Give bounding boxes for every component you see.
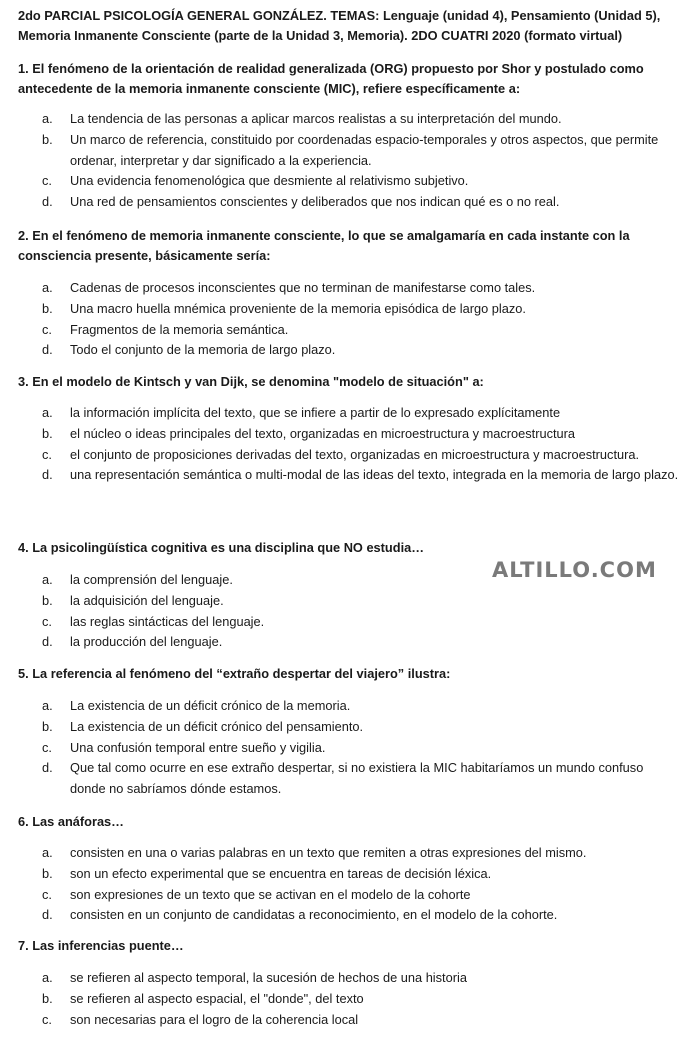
option-1c	[0, 171, 700, 192]
option-letter: b.	[42, 300, 53, 316]
option-text: la información implícita del texto, que se infiere a partir de lo expresado explícitamente	[70, 405, 561, 420]
option-7b	[0, 989, 700, 1010]
option-text: Que tal como ocurre en ese extraño despertar, si no existiera la MIC habitaríamos un mundo confuso donde no sabríamos dónde estamos.	[70, 760, 644, 797]
option-1b	[0, 130, 700, 172]
option-text: La existencia de un déficit crónico del pensamiento.	[70, 718, 364, 734]
option-letter: b.	[42, 131, 53, 147]
option-letter: d.	[42, 760, 53, 776]
option-text: se refieren al aspecto temporal, la sucesión de hechos de una historia	[70, 970, 467, 985]
question-1: 1. El fenómeno de la orientación de realidad generalizada (ORG) propuesto por Shor y postulado como antecedente de la memoria inmanente consciente (MIC), refiere específicamente a:	[18, 61, 644, 96]
option-2a	[0, 278, 700, 299]
option-6d	[0, 905, 700, 926]
option-letter: a.	[42, 572, 53, 587]
option-text: Cadenas de procesos inconscientes que no terminan de manifestarse como tales.	[70, 280, 536, 295]
option-letter: c.	[42, 321, 52, 337]
option-letter: d.	[42, 194, 53, 210]
option-3d	[0, 465, 700, 486]
option-6b	[0, 864, 700, 885]
option-text: Todo el conjunto de la memoria de largo plazo.	[70, 342, 336, 358]
question-2-options	[0, 278, 700, 361]
option-letter: a.	[42, 970, 53, 985]
option-letter: d.	[42, 907, 53, 923]
option-letter: c.	[42, 1011, 52, 1027]
question-5: 5. La referencia al fenómeno del “extraño despertar del viajero” ilustra:	[18, 666, 451, 681]
option-text: Un marco de referencia, constituido por coordenadas espacio-temporales y otros aspectos, que permite ordenar, interpretar y dar significado a la experiencia.	[70, 131, 659, 168]
option-letter: a.	[42, 698, 53, 713]
option-6c	[0, 885, 700, 906]
option-letter: b.	[42, 865, 53, 881]
option-letter: c.	[42, 446, 52, 462]
watermark: ALTILLO.COM	[492, 558, 657, 582]
option-letter: c.	[42, 613, 52, 629]
option-text: el núcleo o ideas principales del texto, organizadas en microestructura y macroestructura	[70, 425, 576, 441]
option-letter: a.	[42, 845, 53, 860]
option-text: son un efecto experimental que se encuentra en tareas de decisión léxica.	[70, 865, 492, 881]
option-letter: d.	[42, 342, 53, 358]
option-text: son expresiones de un texto que se activan en el modelo de la cohorte	[70, 886, 471, 902]
question-1-options	[0, 109, 700, 213]
option-text: La existencia de un déficit crónico de la memoria.	[70, 698, 351, 713]
option-text: la producción del lenguaje.	[70, 634, 223, 650]
option-text: las reglas sintácticas del lenguaje.	[70, 613, 265, 629]
question-5-options	[0, 696, 700, 800]
option-letter: a.	[42, 405, 53, 420]
option-3c	[0, 445, 700, 466]
question-4-options	[0, 570, 700, 653]
question-3: 3. En el modelo de Kintsch y van Dijk, se denomina "modelo de situación" a:	[18, 374, 484, 389]
option-2c	[0, 320, 700, 341]
option-5a	[0, 696, 700, 717]
option-text: Una confusión temporal entre sueño y vigilia.	[70, 739, 326, 755]
option-7c	[0, 1010, 700, 1031]
option-letter: b.	[42, 592, 53, 608]
question-7-options	[0, 968, 700, 1030]
option-letter: b.	[42, 425, 53, 441]
question-2: 2. En el fenómeno de memoria inmanente consciente, lo que se amalgamaría en cada instante con la consciencia presente, básicamente sería:	[18, 228, 630, 263]
option-letter: a.	[42, 111, 53, 126]
option-text: el conjunto de proposiciones derivadas del texto, organizadas en microestructura y macroestructura.	[70, 446, 640, 462]
option-letter: c.	[42, 173, 52, 189]
option-letter: b.	[42, 990, 53, 1006]
option-2d	[0, 340, 700, 361]
option-7a	[0, 968, 700, 989]
option-letter: a.	[42, 280, 53, 295]
question-3-options	[0, 403, 700, 486]
option-4b	[0, 591, 700, 612]
option-text: una representación semántica o multi-modal de las ideas del texto, integrada en la memoria de largo plazo.	[70, 467, 679, 483]
option-6a	[0, 843, 700, 864]
option-letter: c.	[42, 886, 52, 902]
option-text: se refieren al aspecto espacial, el "donde", del texto	[70, 990, 364, 1006]
option-1d	[0, 192, 700, 213]
question-4: 4. La psicolingüística cognitiva es una disciplina que NO estudia…	[18, 540, 425, 555]
option-text: Una macro huella mnémica proveniente de la memoria episódica de largo plazo.	[70, 300, 526, 316]
option-text: la adquisición del lenguaje.	[70, 592, 224, 608]
option-3b	[0, 424, 700, 445]
option-text: son necesarias para el logro de la coherencia local	[70, 1011, 359, 1027]
option-5b	[0, 717, 700, 738]
question-7: 7. Las inferencias puente…	[18, 938, 184, 953]
option-text: Una red de pensamientos conscientes y deliberados que nos indican qué es o no real.	[70, 194, 560, 210]
option-2b	[0, 299, 700, 320]
option-5c	[0, 738, 700, 759]
option-text: Fragmentos de la memoria semántica.	[70, 321, 289, 337]
option-letter: b.	[42, 718, 53, 734]
option-text: Una evidencia fenomenológica que desmiente al relativismo subjetivo.	[70, 173, 469, 189]
option-1a	[0, 109, 700, 130]
option-5d	[0, 758, 700, 800]
option-letter: d.	[42, 467, 53, 483]
option-letter: d.	[42, 634, 53, 650]
question-6-options	[0, 843, 700, 926]
option-text: la comprensión del lenguaje.	[70, 572, 233, 587]
question-6: 6. Las anáforas…	[18, 814, 124, 829]
option-text: consisten en un conjunto de candidatas a reconocimiento, en el modelo de la cohorte.	[70, 907, 558, 923]
option-text: consisten en una o varias palabras en un texto que remiten a otras expresiones del mismo.	[70, 845, 587, 860]
option-4d	[0, 632, 700, 653]
exam-header: 2do PARCIAL PSICOLOGÍA GENERAL GONZÁLEZ. TEMAS: Lenguaje (unidad 4), Pensamiento (Unidad 5), Memoria Inmanente Consciente (parte de la Unidad 3, Memoria). 2DO CUATRI 2020 (formato virtual)	[18, 8, 661, 43]
option-text: La tendencia de las personas a aplicar marcos realistas a su interpretación del mundo.	[70, 111, 562, 126]
option-3a	[0, 403, 700, 424]
option-letter: c.	[42, 739, 52, 755]
option-4c	[0, 612, 700, 633]
